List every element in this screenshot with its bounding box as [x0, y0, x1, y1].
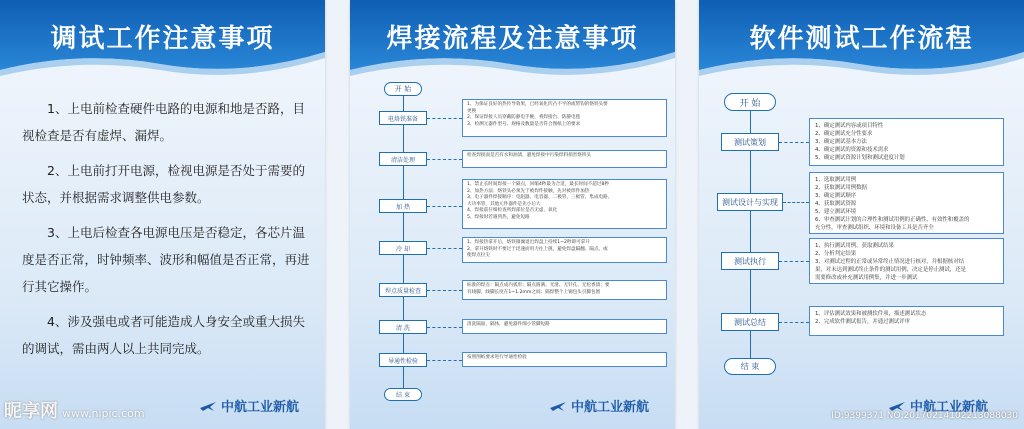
- flow-step: 冷 却: [379, 241, 427, 255]
- desc-line: 1、评估测试效果和被测软件项，描述测试状态: [815, 311, 927, 317]
- desc-line: 5、确定测试资源计划和测试进度计划: [815, 155, 905, 161]
- desc-line: 2、完成软件测试报告，并通过测试评审: [815, 319, 911, 325]
- notes-text: [22, 95, 312, 370]
- desc-line: 3、检测元器件型号、规格及数量是否符合图纸上的要求: [467, 121, 581, 127]
- watermark-id: ID:9399371 NO:20170214102213088030: [831, 411, 1018, 421]
- flow-step: 测试设计与实现: [717, 193, 783, 211]
- flow-step: 测试策划: [721, 133, 779, 151]
- watermark-url: www.nipic.com: [62, 407, 145, 420]
- flow-step: 测试总结: [721, 313, 779, 331]
- desc-line: 需要修改或补充测试用例集，并进一步测试: [815, 275, 918, 281]
- flow-end: 结 束: [384, 388, 422, 401]
- desc-line: 4、获取测试资源: [815, 201, 857, 207]
- watermark-brand-text: 昵享网: [4, 401, 58, 422]
- flow-step: 测试执行: [721, 252, 779, 270]
- flow-dash: [427, 360, 462, 361]
- page-title: 调试工作注意事项: [50, 24, 275, 54]
- plane-logo-icon: [199, 399, 217, 413]
- step-description: [462, 179, 667, 229]
- desc-line: 清洗隔面、隔体，避免器件细小管脚短路: [467, 322, 550, 327]
- step-description: [462, 150, 667, 168]
- desc-line: 使焊点拉尖: [467, 253, 490, 258]
- flow-dash: [427, 248, 462, 249]
- desc-line: 5、焊接时若遇到热，避免短路: [467, 214, 530, 220]
- step-description: [462, 319, 667, 334]
- flow-dash: [779, 261, 809, 262]
- desc-line: 1、确定测试内容或项目特性: [815, 123, 884, 129]
- note-paragraph: 1、上电前检查硬件电路的电源和地是否路，目视检查是否有虚焊、漏焊。: [22, 101, 305, 143]
- desc-line: 4、焊接前仔细检查所焊部位是否无虚、氧化: [467, 208, 558, 213]
- panel-debug-notes: [0, 0, 325, 429]
- step-description: [809, 118, 1004, 166]
- panel-header: [0, 0, 325, 78]
- page-title: 焊接流程及注意事项: [386, 24, 639, 54]
- desc-line: 果，对未达到测试终止条件的测试用例，决定是停止测试，还是: [815, 267, 966, 273]
- note-paragraph: 2、上电前打开电源，检视电源是否处于需要的状态，并根据需求调整供电参数。: [22, 163, 305, 205]
- desc-line: 2、获取测试用例数据: [815, 185, 867, 191]
- plane-logo-icon: [549, 399, 567, 413]
- desc-line: 3、确定测试顺序: [815, 193, 857, 199]
- flow-step: 加 热: [379, 199, 427, 213]
- note-paragraph: 4、涉及强电或者可能造成人身安全或重大损失的调试，需由两人以上共同完成。: [22, 314, 305, 356]
- desc-line: 2、加热方法：烙铁头必须先于被焊件接触，先对被焊件加热: [467, 188, 590, 194]
- desc-line: 3、对测试过程的正常或异常终止情况进行核对，并根据核对结: [815, 259, 964, 265]
- flow-dash: [783, 202, 809, 203]
- desc-line: 按照图纸要求进行导通性检验: [467, 355, 527, 360]
- desc-line: 检查焊接面是否有水和油渍，避免焊接中污染焊料损害烙铁头: [467, 153, 592, 158]
- flow-step: 导通性检验: [379, 353, 427, 367]
- desc-line: 1、选取测试用例: [815, 177, 857, 183]
- flow-step: 电烙铁准备: [379, 111, 427, 125]
- desc-line: 2、确定测试充分性要求: [815, 131, 873, 137]
- logo-text: 中航工业新航: [220, 400, 299, 415]
- note-paragraph: 3、上电后检查各电源电压是否稳定，各芯片温度是否正常，时钟频率、波形和幅值是否正常，再进行其它操作。: [22, 225, 310, 294]
- flow-end: 结 束: [724, 358, 776, 375]
- desc-line: 2、拿开烙铁时不要过于迅速而用力往上挑，避免焊盘隔翻、隔点、或: [467, 246, 608, 252]
- flow-dash: [427, 118, 462, 119]
- flow-dash: [427, 327, 462, 328]
- desc-line: 大功率管，其他元件器件是先小后大: [467, 201, 541, 207]
- company-logo: [549, 396, 649, 415]
- desc-line: 1、焊接热拿开后，烙铁微倾退出焊盘上持续1~2秒即可拿开: [467, 240, 590, 245]
- step-description: [809, 306, 1004, 336]
- flow-step: 清 洗: [379, 320, 427, 334]
- desc-line: 2、分析判定结果: [815, 251, 857, 257]
- desc-line: 5、建立测试环境: [815, 209, 857, 215]
- desc-line: 2、保证焊接人员穿戴防静电手腕，将焊接台、防静电毯: [467, 115, 581, 120]
- desc-line: 有线脚，线脚长度在1~1.2mm之间；隔焊整个上锡包头引脚包围: [467, 289, 601, 295]
- watermark-brand: [4, 397, 145, 423]
- flow-dash: [427, 206, 462, 207]
- panel-header: [699, 0, 1024, 78]
- desc-line: 充分性，审查测试组织、环境和设备工具是否齐全: [815, 225, 934, 231]
- desc-line: 1、禁止长时间焊接一个隔点，回缩4秒最为合适，最长时间不超过8秒: [467, 182, 609, 187]
- panel-header: [350, 0, 675, 78]
- step-description: [462, 280, 667, 300]
- flow-start: 开 始: [384, 82, 422, 96]
- desc-line: 1、执行测试用例，获取测试结果: [815, 243, 894, 249]
- company-logo: [199, 396, 299, 415]
- panel-welding-flow: [350, 0, 675, 429]
- step-description: [809, 172, 1004, 234]
- desc-line: 1、为保证良好的热传导效果，已经氧化凹凸不平的或带钩的烙铁头要: [467, 102, 608, 107]
- step-description: [809, 238, 1004, 284]
- step-description: [462, 352, 667, 367]
- desc-line: 6、审查测试计划的合理性和测试用例的正确性、有效性和覆盖的: [815, 217, 970, 223]
- desc-line: 标准的焊点：隔点成内弧形；隔点圆满、光滑、无针孔、无松香渍；要: [467, 283, 610, 288]
- desc-line: 3、确定测试基本方法: [815, 139, 867, 145]
- logo-text: 中航工业新航: [909, 400, 988, 415]
- flow-step: 清洁处理: [379, 152, 427, 166]
- flow-dash: [779, 142, 809, 143]
- flow-dash: [427, 159, 462, 160]
- flow-step: 焊点质量检查: [379, 283, 427, 297]
- flow-dash: [779, 322, 809, 323]
- step-description: [462, 99, 667, 137]
- flow-start: 开 始: [724, 93, 776, 111]
- panel-software-test-flow: [699, 0, 1024, 429]
- logo-text: 中航工业新航: [570, 400, 649, 415]
- page-title: 软件测试工作流程: [749, 24, 974, 54]
- desc-line: 更换: [467, 108, 477, 114]
- flow-dash: [427, 290, 462, 291]
- desc-line: 3、电子器件焊接顺序：电阻器、电容器、二极管、三极管、集成电路、: [467, 195, 613, 200]
- step-description: [462, 237, 667, 263]
- desc-line: 4、确定测试的资源和技术需求: [815, 147, 889, 153]
